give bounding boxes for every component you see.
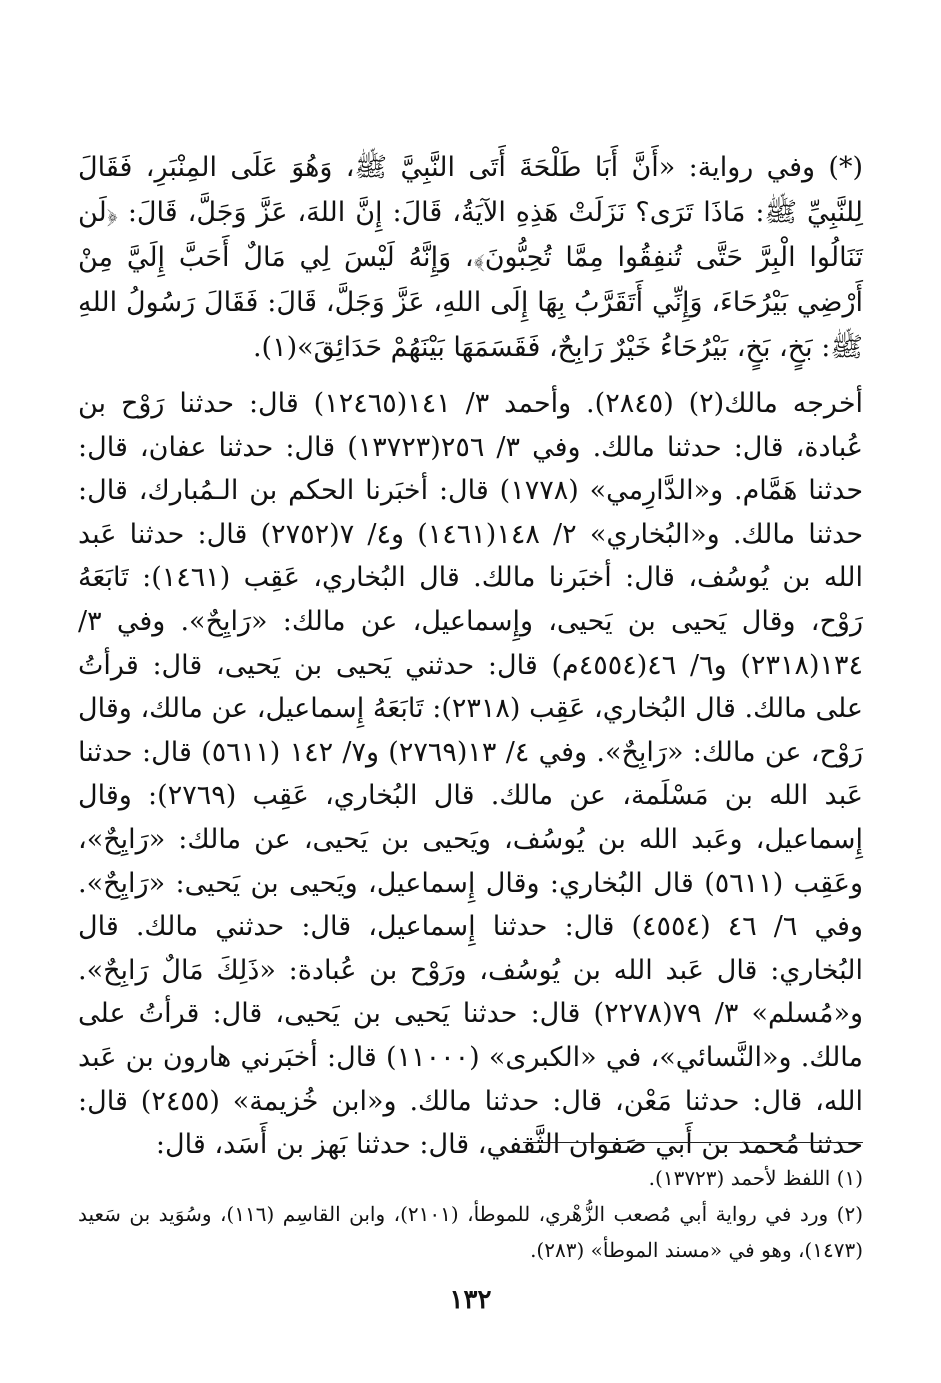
footnotes — [78, 1160, 863, 1268]
footnote-2: (٢) ورد في رواية أبي مُصعب الزُّهْري، للموطأ، (٢١٠١)، وابن القاسِم (١١٦)، وسُوَيد بن سَعيد (١٤٧٣)، وهو في «مسند الموطأ» (٢٨٣). — [78, 1202, 863, 1262]
footnote-1: (١) اللفظ لأحمد (١٣٧٢٣). — [648, 1166, 863, 1190]
page-number: ١٣٢ — [449, 1285, 492, 1315]
footnote-divider — [523, 1142, 863, 1143]
takhrij-text: أخرجه مالك(٢) (٢٨٤٥). وأحمد ٣/ ١٤١(١٢٤٦٥) قال: حدثنا رَوْح بن عُبادة، قال: حدثنا مالك. وفي ٣/ ٢٥٦(١٣٧٢٣) قال: حدثنا عفان، قال: حدثنا هَمَّام. و«الدَّارِمي» (١٧٧٨) قال: أخبَرنا الحكم بن الـمُبارك، قال: حدثنا مالك. و«البُخاري» ٢/ ١٤٨(١٤٦١) و٤/ ٧(٢٧٥٢) قال: حدثنا عَبد الله بن يُوسُف، قال: أخبَرنا مالك. قال البُخاري، عَقِب (١٤٦١): تَابَعَهُ رَوْح، وقال يَحيى بن يَحيى، وإِسماعيل، عن مالك: «رَايِحٌ». وفي ٣/ ١٣٤(٢٣١٨) و٦/ ٤٦(٤٥٥٤م) قال: حدثني يَحيى بن يَحيى، قال: قرأتُ على مالك. قال البُخاري، عَقِب (٢٣١٨): تَابَعَهُ إِسماعيل، عن مالك، وقال رَوْح، عن مالك: «رَابِحٌ». وفي ٤/ ١٣(٢٧٦٩) و٧/ ١٤٢ (٥٦١١) قال: حدثنا عَبد الله بن مَسْلَمة، عن مالك. قال البُخاري، عَقِب (٢٧٦٩): وقال إِسماعيل، وعَبد الله بن يُوسُف، ويَحيى بن يَحيى، عن مالك: «رَايِحٌ»، وعَقِب (٥٦١١) قال البُخاري: وقال إِسماعيل، ويَحيى بن يَحيى: «رَايِحٌ». وفي ٦/ ٤٦ (٤٥٥٤) قال: حدثنا إِسماعيل، قال: حدثني مالك. قال البُخاري: قال عَبد الله بن يُوسُف، ورَوْح بن عُبادة: «ذَلِكَ مَالٌ رَابِحٌ». و«مُسلم» ٣/ ٧٩(٢٢٧٨) قال: حدثنا يَحيى بن يَحيى، قال: قرأتُ على مالك. و«النَّسائي»، في «الكبرى» (١١٠٠٠) قال: أخبَرني هارون بن عَبد الله، قال: حدثنا مَعْن، قال: حدثنا مالك. و«ابن خُزيمة» (٢٤٥٥) قال: حدثنا مُحمد بن أَبي صَفوان الثَّقفي، قال: حدثنا بَهز بن أَسَد، قال: — [78, 388, 864, 1161]
hadith-text: (*) وفي رواية: «أَنَّ أَبَا طَلْحَةَ أَتَى النَّبِيَّ ﷺ، وَهُوَ عَلَى المِنْبَرِ، فَقَالَ لِلنَّبِيِّ ﷺ: مَاذَا تَرَى؟ نَزَلَتْ هَذِهِ الآيَةُ، قَالَ: إِنَّ اللهَ، عَزَّ وَجَلَّ، قَالَ: ﴿لَن تَنَالُوا الْبِرَّ حَتَّى تُنفِقُوا مِمَّا تُحِبُّونَ﴾، وَإِنَّهُ لَيْسَ لِي مَالٌ أَحَبَّ إِلَيَّ مِنْ أَرْضِي بَيْرُحَاءَ، وَإِنِّي أَتَقَرَّبُ بِهَا إِلَى اللهِ، عَزَّ وَجَلَّ، قَالَ: فَقَالَ رَسُولُ اللهِ ﷺ: بَخٍ، بَخٍ، بَيْرُحَاءُ خَيْرٌ رَابِحٌ، فَقَسَمَهَا بَيْنَهُمْ حَدَائِقَ»(١). — [78, 152, 863, 363]
